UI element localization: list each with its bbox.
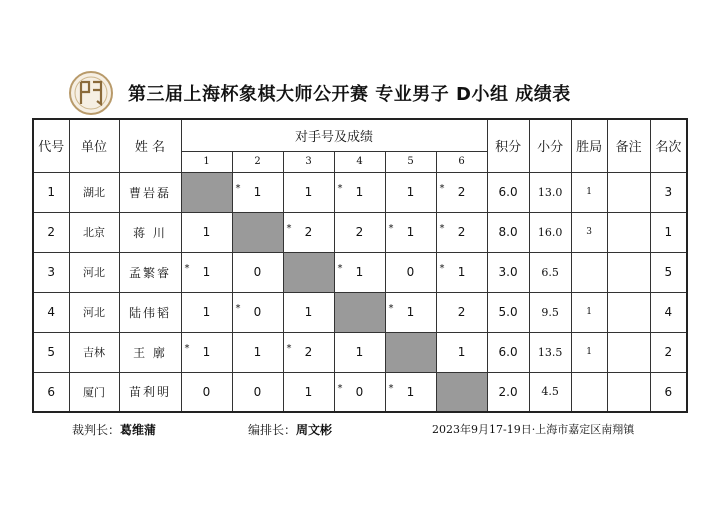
player-notes xyxy=(607,172,650,212)
result-value: 1 xyxy=(406,305,415,319)
result-cell xyxy=(385,372,436,412)
self-match-cell xyxy=(283,252,334,292)
result-value: 2 xyxy=(304,225,313,239)
opponent-number: 2 xyxy=(232,151,283,172)
player-name: 曹岩磊 xyxy=(119,172,181,212)
player-code: 5 xyxy=(33,332,69,372)
result-value: 1 xyxy=(355,345,364,359)
table-row xyxy=(33,252,687,292)
arranger-line xyxy=(248,421,332,438)
result-cell xyxy=(232,252,283,292)
result-value: 1 xyxy=(202,305,211,319)
black-side-marker: * xyxy=(235,182,241,194)
result-cell xyxy=(436,212,487,252)
result-value: 0 xyxy=(406,265,415,279)
result-cell xyxy=(385,252,436,292)
result-value: 2 xyxy=(457,305,466,319)
result-value: 1 xyxy=(202,265,211,279)
result-cell xyxy=(334,372,385,412)
black-side-marker: * xyxy=(388,382,394,394)
result-value: 2 xyxy=(457,185,466,199)
result-cell xyxy=(436,292,487,332)
player-notes xyxy=(607,212,650,252)
result-cell xyxy=(334,212,385,252)
result-cell xyxy=(232,292,283,332)
result-cell xyxy=(283,332,334,372)
arranger-name: 周文彬 xyxy=(296,423,333,437)
opponent-number: 1 xyxy=(181,151,232,172)
result-value: 2 xyxy=(355,225,364,239)
result-cell xyxy=(181,372,232,412)
player-rank: 3 xyxy=(650,172,687,212)
result-cell xyxy=(181,292,232,332)
result-value: 2 xyxy=(457,225,466,239)
result-value: 0 xyxy=(253,305,262,319)
result-cell xyxy=(181,252,232,292)
player-points: 8.0 xyxy=(487,212,529,252)
result-value: 1 xyxy=(253,185,262,199)
player-rank: 6 xyxy=(650,372,687,412)
self-match-cell xyxy=(334,292,385,332)
player-sub-score: 13.0 xyxy=(529,172,571,212)
player-name: 陆伟韬 xyxy=(119,292,181,332)
result-cell xyxy=(334,332,385,372)
player-points: 6.0 xyxy=(487,332,529,372)
header-notes: 备注 xyxy=(607,119,650,172)
player-wins: 3 xyxy=(571,212,607,252)
header-code: 代号 xyxy=(33,119,69,172)
result-cell xyxy=(334,252,385,292)
result-value: 0 xyxy=(253,384,262,399)
referee-line xyxy=(72,421,156,438)
player-notes xyxy=(607,372,650,412)
player-sub-score: 6.5 xyxy=(529,252,571,292)
black-side-marker: * xyxy=(286,222,292,234)
player-unit: 河北 xyxy=(69,292,119,332)
result-value: 2 xyxy=(304,345,313,359)
referee-label: 裁判长： xyxy=(72,423,121,437)
result-value: 1 xyxy=(304,384,313,399)
player-points: 5.0 xyxy=(487,292,529,332)
black-side-marker: * xyxy=(439,262,445,274)
table-row xyxy=(33,212,687,252)
referee-name: 葛维蒲 xyxy=(120,423,157,437)
black-side-marker: * xyxy=(337,182,343,194)
result-value: 1 xyxy=(355,185,364,199)
player-sub-score: 16.0 xyxy=(529,212,571,252)
result-value: 1 xyxy=(304,185,313,199)
player-unit: 河北 xyxy=(69,252,119,292)
result-value: 1 xyxy=(202,225,211,239)
page-title: 第三届上海杯象棋大师公开赛 专业男子 D小组 成绩表 xyxy=(128,84,571,105)
player-wins xyxy=(571,252,607,292)
player-unit: 北京 xyxy=(69,212,119,252)
result-value: 1 xyxy=(355,265,364,279)
result-cell xyxy=(181,332,232,372)
player-unit: 厦门 xyxy=(69,372,119,412)
result-cell xyxy=(436,252,487,292)
table-row xyxy=(33,372,687,412)
result-value: 1 xyxy=(406,225,415,239)
player-rank: 5 xyxy=(650,252,687,292)
player-unit: 吉林 xyxy=(69,332,119,372)
player-notes xyxy=(607,332,650,372)
black-side-marker: * xyxy=(439,222,445,234)
player-points: 2.0 xyxy=(487,372,529,412)
player-code: 4 xyxy=(33,292,69,332)
result-cell xyxy=(181,212,232,252)
player-points: 3.0 xyxy=(487,252,529,292)
black-side-marker: * xyxy=(388,222,394,234)
player-wins xyxy=(571,372,607,412)
self-match-cell xyxy=(385,332,436,372)
result-cell xyxy=(385,292,436,332)
tournament-logo-icon xyxy=(68,70,114,116)
player-rank: 2 xyxy=(650,332,687,372)
header-name: 姓 名 xyxy=(119,119,181,172)
result-value: 1 xyxy=(202,345,211,359)
result-value: 1 xyxy=(253,345,262,359)
black-side-marker: * xyxy=(388,302,394,314)
player-wins: 1 xyxy=(571,172,607,212)
opponent-number: 4 xyxy=(334,151,385,172)
black-side-marker: * xyxy=(439,182,445,194)
result-cell xyxy=(334,172,385,212)
opponent-number: 6 xyxy=(436,151,487,172)
self-match-cell xyxy=(232,212,283,252)
black-side-marker: * xyxy=(337,382,343,394)
player-name: 孟繁睿 xyxy=(119,252,181,292)
result-value: 0 xyxy=(202,384,211,399)
table-row xyxy=(33,332,687,372)
header-sub-score: 小分 xyxy=(529,119,571,172)
table-row xyxy=(33,292,687,332)
table-row xyxy=(33,172,687,212)
black-side-marker: * xyxy=(337,262,343,274)
player-code: 3 xyxy=(33,252,69,292)
player-sub-score: 9.5 xyxy=(529,292,571,332)
result-cell xyxy=(283,292,334,332)
header-points: 积分 xyxy=(487,119,529,172)
player-points: 6.0 xyxy=(487,172,529,212)
player-name: 苗利明 xyxy=(119,372,181,412)
self-match-cell xyxy=(181,172,232,212)
results-table xyxy=(32,118,688,413)
result-value: 0 xyxy=(355,384,364,399)
result-value: 1 xyxy=(457,345,466,359)
player-wins: 1 xyxy=(571,292,607,332)
black-side-marker: * xyxy=(235,302,241,314)
result-cell xyxy=(283,212,334,252)
player-code: 2 xyxy=(33,212,69,252)
self-match-cell xyxy=(436,372,487,412)
black-side-marker: * xyxy=(184,342,190,354)
arranger-label: 编排长： xyxy=(248,423,297,437)
opponent-number: 3 xyxy=(283,151,334,172)
header-opponents: 对手号及成绩 xyxy=(181,119,487,151)
header-rank: 名次 xyxy=(650,119,687,172)
player-name: 蒋 川 xyxy=(119,212,181,252)
header-wins: 胜局 xyxy=(571,119,607,172)
player-code: 6 xyxy=(33,372,69,412)
result-cell xyxy=(385,212,436,252)
result-cell xyxy=(283,172,334,212)
player-wins: 1 xyxy=(571,332,607,372)
result-value: 1 xyxy=(457,265,466,279)
player-name: 王 廓 xyxy=(119,332,181,372)
opponent-number: 5 xyxy=(385,151,436,172)
result-value: 0 xyxy=(253,265,262,279)
player-rank: 1 xyxy=(650,212,687,252)
player-notes xyxy=(607,252,650,292)
result-value: 1 xyxy=(406,185,415,199)
header-unit: 单位 xyxy=(69,119,119,172)
result-cell xyxy=(283,372,334,412)
player-notes xyxy=(607,292,650,332)
player-sub-score: 4.5 xyxy=(529,372,571,412)
result-cell xyxy=(232,372,283,412)
result-value: 1 xyxy=(406,384,415,399)
result-cell xyxy=(436,172,487,212)
player-sub-score: 13.5 xyxy=(529,332,571,372)
result-cell xyxy=(436,332,487,372)
result-cell xyxy=(232,172,283,212)
result-cell xyxy=(232,332,283,372)
result-value: 1 xyxy=(304,305,313,319)
black-side-marker: * xyxy=(184,262,190,274)
player-rank: 4 xyxy=(650,292,687,332)
player-code: 1 xyxy=(33,172,69,212)
player-unit: 湖北 xyxy=(69,172,119,212)
black-side-marker: * xyxy=(286,342,292,354)
date-place: 2023年9月17-19日·上海市嘉定区南翔镇 xyxy=(432,423,635,436)
result-cell xyxy=(385,172,436,212)
